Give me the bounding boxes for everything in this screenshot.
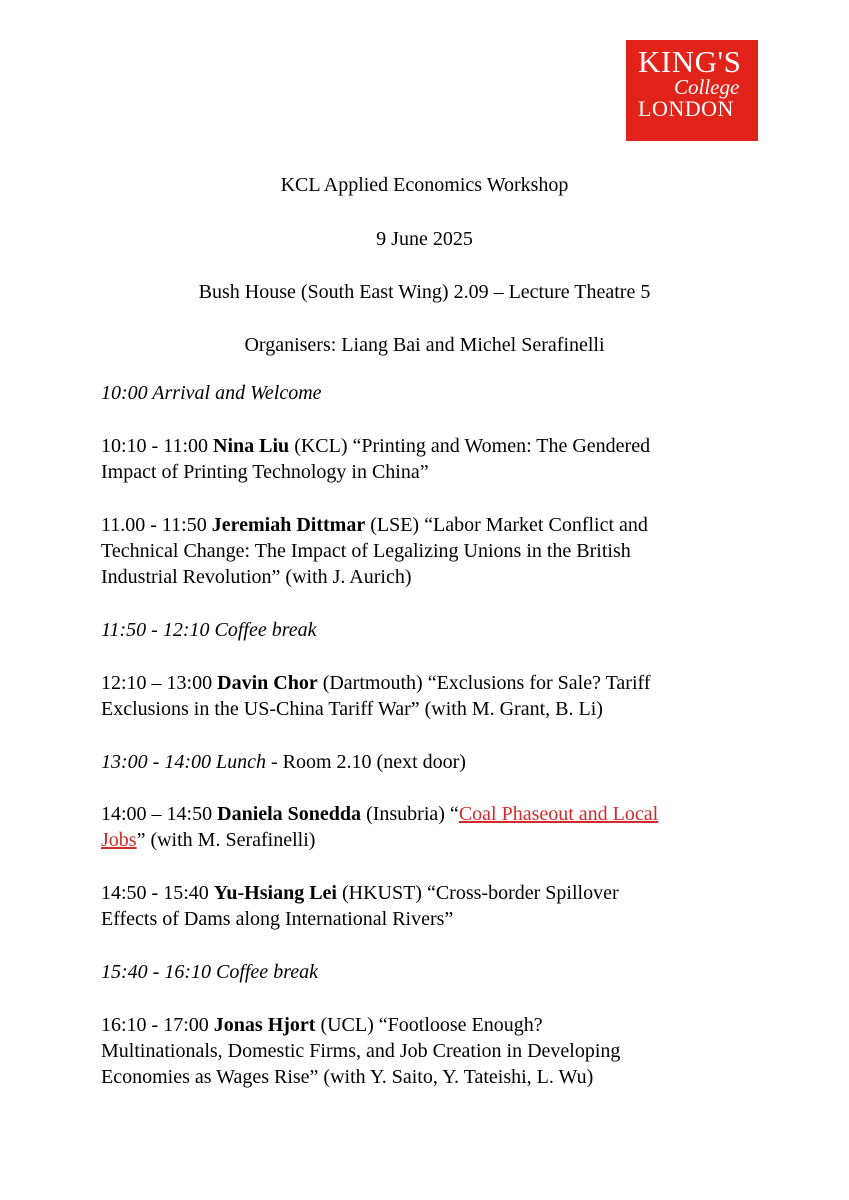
- workshop-organisers: Organisers: Liang Bai and Michel Serafinelli: [244, 334, 605, 356]
- schedule-item-liu: [101, 433, 650, 459]
- paper-title-continued: [101, 827, 315, 853]
- paper-title: “Labor Market Conflict and: [424, 514, 648, 536]
- paper-title-continued: Multinationals, Domestic Firms, and Job Creation in Developing: [101, 1040, 621, 1062]
- session-time: 10:10 - 11:00: [101, 435, 209, 457]
- session-time: 12:10 – 13:00: [101, 672, 213, 694]
- speaker-affiliation: (HKUST): [341, 882, 422, 904]
- schedule-item-hjort: [101, 1012, 543, 1038]
- schedule-item-coffee-break: 11:50 - 12:10 Coffee break: [101, 619, 317, 641]
- session-time: 11.00 - 11:50: [101, 514, 207, 536]
- quote-open: “: [449, 803, 459, 825]
- paper-title-continued: Effects of Dams along International Rivers”: [101, 908, 454, 930]
- speaker-name: Yu-Hsiang Lei: [213, 882, 337, 904]
- speaker-affiliation: (Insubria): [366, 803, 445, 825]
- session-time: 16:10 - 17:00: [101, 1014, 209, 1036]
- schedule-item-arrival: 10:00 Arrival and Welcome: [101, 382, 322, 404]
- schedule-item-sonedda: [101, 801, 658, 827]
- logo-text-london: LONDON: [638, 96, 734, 121]
- paper-title-continued: Exclusions in the US-China Tariff War” (with M. Grant, B. Li): [101, 698, 603, 720]
- speaker-affiliation: (UCL): [320, 1014, 374, 1036]
- paper-title-continued: Impact of Printing Technology in China”: [101, 461, 429, 483]
- coauthors: ” (with M. Serafinelli): [136, 829, 316, 851]
- session-time: 14:00 – 14:50: [101, 803, 213, 825]
- schedule-item-coffee-break: 15:40 - 16:10 Coffee break: [101, 961, 318, 983]
- speaker-affiliation: (KCL): [294, 435, 348, 457]
- paper-link[interactable]: Coal Phaseout and Local: [458, 803, 659, 825]
- schedule-item-lunch: [101, 749, 466, 775]
- paper-link-continued[interactable]: Jobs: [101, 829, 137, 851]
- speaker-name: Jonas Hjort: [213, 1014, 316, 1036]
- schedule-item-chor: [101, 670, 650, 696]
- workshop-venue: Bush House (South East Wing) 2.09 – Lecture Theatre 5: [198, 281, 651, 303]
- paper-title: “Footloose Enough?: [378, 1014, 543, 1036]
- speaker-affiliation: (LSE): [370, 514, 420, 536]
- speaker-name: Nina Liu: [213, 435, 290, 457]
- paper-title: “Exclusions for Sale? Tariff: [427, 672, 651, 694]
- paper-title-continued: Technical Change: The Impact of Legalizing Unions in the British: [101, 540, 631, 562]
- workshop-date: 9 June 2025: [376, 228, 473, 250]
- session-time: 14:50 - 15:40: [101, 882, 209, 904]
- kcl-logo: [626, 40, 758, 141]
- schedule-item-dittmar: [101, 512, 648, 538]
- workshop-title: KCL Applied Economics Workshop: [280, 174, 569, 196]
- paper-title: “Printing and Women: The Gendered: [352, 435, 651, 457]
- speaker-name: Daniela Sonedda: [217, 803, 362, 825]
- paper-title: [450, 803, 658, 825]
- logo-text-kings: KING'S: [638, 44, 742, 79]
- speaker-affiliation: (Dartmouth): [322, 672, 423, 694]
- logo-text-college: College: [674, 75, 740, 99]
- speaker-name: Jeremiah Dittmar: [211, 514, 366, 536]
- paper-title-continued: Economies as Wages Rise” (with Y. Saito, Y. Tateishi, L. Wu): [101, 1066, 594, 1088]
- speaker-name: Davin Chor: [217, 672, 318, 694]
- paper-title-continued: Industrial Revolution” (with J. Aurich): [101, 566, 412, 588]
- paper-title: “Cross-border Spillover: [426, 882, 619, 904]
- lunch-room: - Room 2.10 (next door): [265, 751, 466, 773]
- lunch-time: 13:00 - 14:00 Lunch: [101, 751, 266, 773]
- schedule-item-lei: [101, 880, 619, 906]
